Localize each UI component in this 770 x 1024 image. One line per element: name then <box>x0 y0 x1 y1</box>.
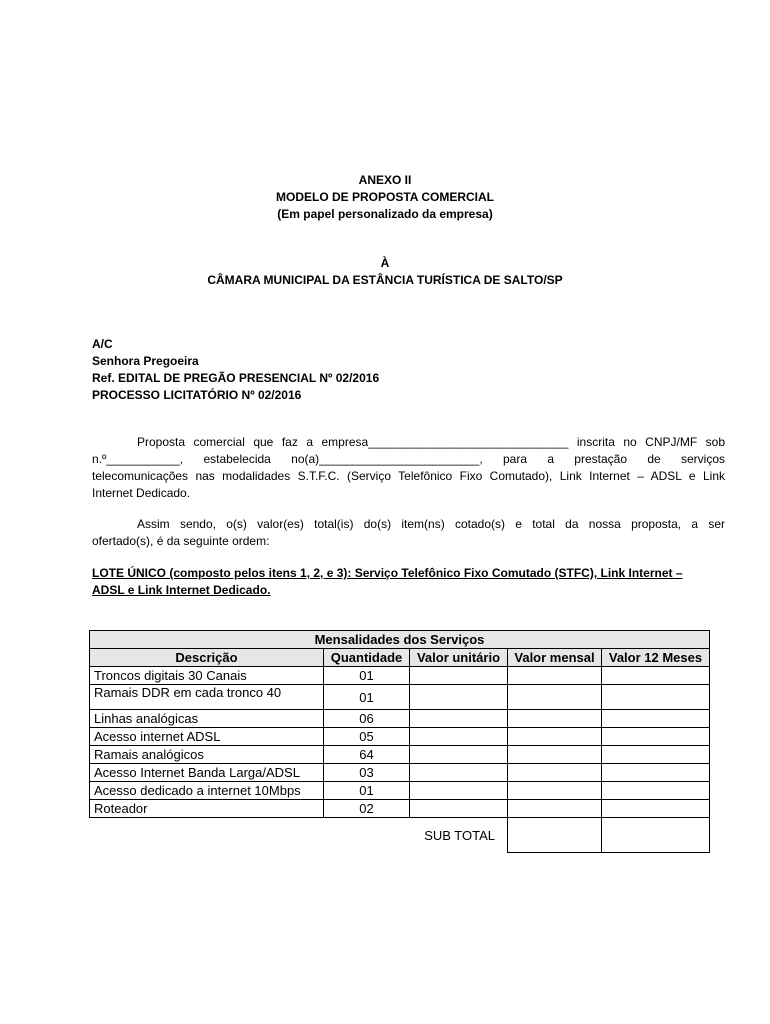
row-valor-12-meses[interactable] <box>602 685 710 710</box>
row-descricao: Acesso Internet Banda Larga/ADSL <box>90 764 324 782</box>
row-valor-12-meses[interactable] <box>602 800 710 818</box>
paragraph-line: Internet Dedicado. <box>92 486 191 500</box>
row-quantidade: 01 <box>324 667 410 685</box>
row-valor-unitario[interactable] <box>410 667 508 685</box>
address-ref: Ref. EDITAL DE PREGÃO PRESENCIAL Nº 02/2016 <box>92 371 380 385</box>
row-valor-unitario[interactable] <box>410 800 508 818</box>
row-descricao: Roteador <box>90 800 324 818</box>
row-valor-unitario[interactable] <box>410 764 508 782</box>
subtotal-label: SUB TOTAL <box>424 827 495 843</box>
paragraph-line: n.º___________, estabelecida no(a)________________________, para a prestação de serviços <box>92 452 725 466</box>
paragraph-line: ofertado(s), é da seguinte ordem: <box>92 534 270 548</box>
table-row <box>90 710 710 728</box>
address-name: Senhora Pregoeira <box>92 354 199 368</box>
address-block <box>92 336 379 404</box>
row-valor-unitario[interactable] <box>410 685 508 710</box>
table-title: Mensalidades dos Serviços <box>90 631 710 649</box>
table-row <box>90 685 710 710</box>
table-row <box>90 667 710 685</box>
row-valor-12-meses[interactable] <box>602 764 710 782</box>
row-valor-12-meses[interactable] <box>602 710 710 728</box>
to-mark: À <box>380 256 390 270</box>
subtotal-valor-12-meses[interactable] <box>602 818 710 853</box>
annex-subtitle: MODELO DE PROPOSTA COMERCIAL <box>275 190 494 204</box>
row-valor-unitario[interactable] <box>410 746 508 764</box>
row-valor-mensal[interactable] <box>508 667 602 685</box>
row-valor-unitario[interactable] <box>410 710 508 728</box>
annex-heading <box>0 172 770 223</box>
column-header-quantidade: Quantidade <box>324 649 410 667</box>
paragraph-line: telecomunicações nas modalidades S.T.F.C. (Serviço Telefônico Fixo Comutado), Link Internet – ADSL e Link <box>92 469 725 483</box>
row-valor-mensal[interactable] <box>508 746 602 764</box>
row-descricao: Ramais analógicos <box>90 746 324 764</box>
annex-note: (Em papel personalizado da empresa) <box>277 207 493 221</box>
row-valor-mensal[interactable] <box>508 800 602 818</box>
annex-title: ANEXO II <box>358 173 412 187</box>
table-row <box>90 764 710 782</box>
lote-line: ADSL e Link Internet Dedicado. <box>92 583 271 597</box>
row-quantidade: 01 <box>324 685 410 710</box>
row-descricao: Acesso dedicado a internet 10Mbps <box>90 782 324 800</box>
lote-line: LOTE ÚNICO (composto pelos itens 1, 2, e 3): Serviço Telefônico Fixo Comutado (STFC), Link Internet – <box>92 566 683 580</box>
row-valor-mensal[interactable] <box>508 764 602 782</box>
row-valor-mensal[interactable] <box>508 782 602 800</box>
row-quantidade: 06 <box>324 710 410 728</box>
row-descricao: Acesso internet ADSL <box>90 728 324 746</box>
recipient-heading <box>0 255 770 289</box>
row-quantidade: 02 <box>324 800 410 818</box>
table-header-row <box>90 649 710 667</box>
order-paragraph <box>92 516 725 550</box>
row-quantidade: 64 <box>324 746 410 764</box>
column-header-valor-mensal: Valor mensal <box>508 649 602 667</box>
row-valor-12-meses[interactable] <box>602 782 710 800</box>
row-descricao: Ramais DDR em cada tronco 40 <box>90 685 324 710</box>
column-header-descricao: Descrição <box>90 649 324 667</box>
subtotal-spacer <box>324 818 410 853</box>
row-valor-mensal[interactable] <box>508 710 602 728</box>
row-quantidade: 03 <box>324 764 410 782</box>
table-row <box>90 800 710 818</box>
subtotal-spacer <box>90 818 324 853</box>
column-header-valor-12-meses: Valor 12 Meses <box>602 649 710 667</box>
column-header-valor-unitario: Valor unitário <box>410 649 508 667</box>
row-valor-12-meses[interactable] <box>602 667 710 685</box>
row-valor-mensal[interactable] <box>508 728 602 746</box>
address-process: PROCESSO LICITATÓRIO Nº 02/2016 <box>92 388 302 402</box>
subtotal-row <box>90 818 710 853</box>
table-row <box>90 782 710 800</box>
table-row <box>90 728 710 746</box>
table-title-row <box>90 631 710 649</box>
proposal-paragraph <box>92 434 725 502</box>
row-valor-mensal[interactable] <box>508 685 602 710</box>
services-table <box>89 630 710 853</box>
subtotal-valor-mensal[interactable] <box>508 818 602 853</box>
row-valor-unitario[interactable] <box>410 782 508 800</box>
lote-heading <box>92 565 725 599</box>
address-ac: A/C <box>92 337 113 351</box>
row-valor-12-meses[interactable] <box>602 746 710 764</box>
row-descricao: Linhas analógicas <box>90 710 324 728</box>
table-row <box>90 746 710 764</box>
paragraph-line: Assim sendo, o(s) valor(es) total(is) do(s) item(ns) cotado(s) e total da nossa proposta, a ser <box>137 517 725 531</box>
paragraph-line: Proposta comercial que faz a empresa______________________________ inscrita no CNPJ/MF sob <box>137 435 725 449</box>
row-quantidade: 05 <box>324 728 410 746</box>
row-valor-12-meses[interactable] <box>602 728 710 746</box>
row-valor-unitario[interactable] <box>410 728 508 746</box>
row-quantidade: 01 <box>324 782 410 800</box>
recipient-name: CÂMARA MUNICIPAL DA ESTÂNCIA TURÍSTICA DE SALTO/SP <box>207 273 563 287</box>
row-descricao: Troncos digitais 30 Canais <box>90 667 324 685</box>
